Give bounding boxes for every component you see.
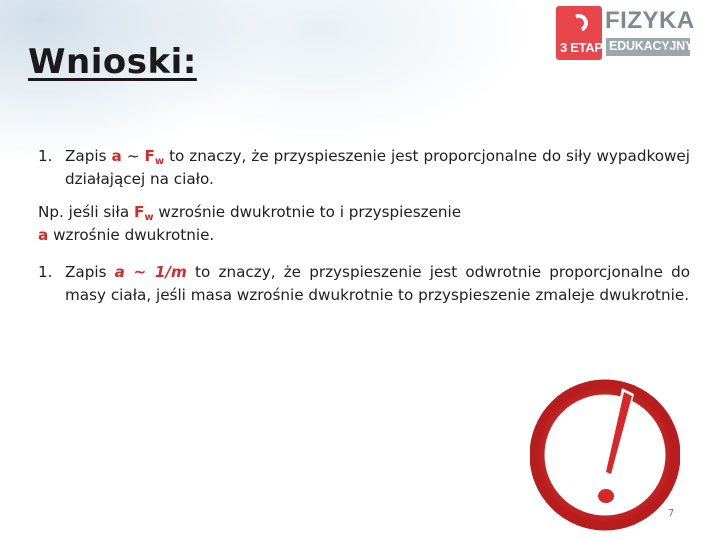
text-prefix: Zapis (65, 147, 112, 165)
conclusion-item-1 (38, 145, 690, 191)
exclamation-dot (597, 488, 615, 504)
formula-tilde: ~ (121, 147, 145, 165)
text-suffix: wzrośnie dwukrotnie. (48, 226, 215, 244)
force-symbol: F (144, 147, 155, 165)
page-number: 7 (668, 508, 675, 519)
text-prefix: Zapis (65, 263, 115, 281)
conclusion-text (65, 261, 690, 307)
force-subscript: w (144, 212, 154, 223)
text-rest: to znaczy, że przyspieszenie jest odwrotnie proporcjonalne do masy ciała, jeśli masa wzrośnie dwukrotnie to przyspieszenie zmaleje dwukrotnie. (65, 263, 691, 304)
logo-subtitle-bar (606, 38, 694, 56)
text-prefix: Np. jeśli siła (38, 203, 134, 221)
formula-force (144, 147, 164, 165)
logo-mark-icon (567, 11, 590, 34)
text-rest: to znaczy, że przyspieszenie jest proporcjonalne do siły wypadkowej działającej na ciało. (65, 147, 690, 188)
formula-a: a (111, 147, 122, 165)
list-number: 1. (38, 147, 53, 165)
force-subscript: w (154, 156, 165, 167)
text-middle: wzrośnie dwukrotnie to i przyspieszenie (153, 203, 462, 221)
force-symbol: F (133, 203, 145, 221)
example-paragraph (38, 201, 690, 247)
fizyka-logo (556, 6, 696, 60)
list-number: 1. (38, 263, 53, 281)
exclamation-warning-icon (530, 360, 680, 540)
slide-title: Wnioski: (28, 42, 197, 82)
logo-badge (556, 6, 602, 60)
logo-badge-text: 3 ETAP (560, 40, 603, 55)
logo-brand-name: FIZYKA (605, 7, 695, 34)
formula-a: a (38, 226, 49, 244)
conclusion-text (65, 145, 690, 191)
formula-inverse-mass: a ~ 1/m (114, 263, 187, 281)
formula-force (134, 203, 154, 221)
logo-subtitle: EDUKACYJNY (609, 39, 694, 53)
slide-content (38, 145, 690, 307)
conclusion-item-2 (38, 261, 690, 307)
